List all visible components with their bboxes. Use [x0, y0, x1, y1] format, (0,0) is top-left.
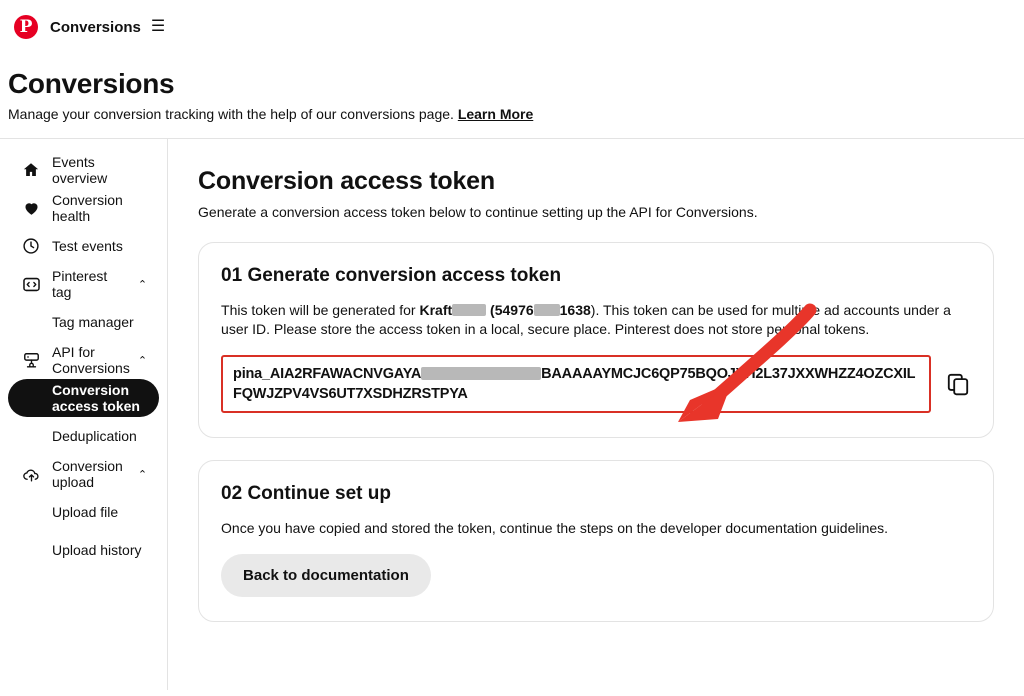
sidebar-subitem-label: Deduplication: [52, 428, 137, 444]
generate-token-card: [198, 242, 994, 438]
continue-setup-description: Once you have copied and stored the token, continue the steps on the developer documentation guidelines.: [221, 520, 889, 536]
desc-part-2: (54976: [486, 302, 534, 318]
pinterest-logo-icon: P: [14, 15, 38, 39]
continue-setup-card: [198, 460, 994, 622]
chevron-up-icon[interactable]: ⌃: [137, 278, 148, 291]
top-bar: [0, 0, 1024, 54]
upload-cloud-icon: [20, 464, 42, 484]
sidebar-item-deduplication[interactable]: [8, 417, 159, 455]
sidebar-item-conversion-access-token[interactable]: [8, 379, 159, 417]
token-suffix: BAAAAAYMCJC6QP75BQOJYH2L37JXXWHZZ4OZCXILFQWJZPV4VS6UT7XSDHZRSTPYA: [233, 366, 916, 402]
sidebar-subitem-label: Upload file: [52, 504, 119, 520]
account-id-tail: 1638: [559, 302, 591, 318]
code-icon: [20, 274, 42, 294]
desc-part-3: ). This token can be used for multiple ad accounts under a user ID. Please store the access token in a local, secure place. Pinterest does not store personal tokens.: [221, 302, 951, 337]
page-title: Conversions: [8, 68, 175, 99]
page-header: [0, 54, 1024, 138]
main-content: [168, 139, 1024, 690]
continue-setup-heading: 02 Continue set up: [221, 483, 391, 504]
learn-more-link[interactable]: Learn More: [457, 106, 534, 122]
clock-icon: [20, 236, 42, 256]
sidebar-item-upload-file[interactable]: [8, 493, 159, 531]
main-title: Conversion access token: [198, 167, 495, 195]
sidebar: [0, 139, 168, 690]
sidebar-item-conversion-upload[interactable]: [8, 455, 159, 493]
desc-part-1: This token will be generated for: [221, 302, 420, 318]
redacted-token-middle: [421, 367, 541, 380]
topbar-title: Conversions: [50, 18, 141, 36]
server-icon: [20, 350, 42, 370]
home-icon: [20, 160, 42, 180]
sidebar-item-events-overview[interactable]: [8, 151, 159, 189]
sidebar-item-upload-history[interactable]: [8, 531, 159, 569]
copy-icon[interactable]: [945, 371, 971, 397]
sidebar-item-label: API for Conversions: [52, 344, 130, 376]
chevron-up-icon[interactable]: ⌃: [137, 354, 148, 367]
token-prefix: pina_AIA2RFAWACNVGAYA: [233, 366, 422, 382]
token-row: [221, 355, 971, 413]
page-layout: [0, 139, 1024, 690]
generate-token-description: [221, 301, 971, 339]
sidebar-item-label: Test events: [52, 238, 123, 254]
back-to-documentation-button[interactable]: Back to documentation: [221, 554, 431, 597]
sidebar-subitem-label: Upload history: [52, 542, 142, 558]
sidebar-item-label: Conversion upload: [52, 458, 123, 490]
main-lead: Generate a conversion access token below to continue setting up the API for Conversions.: [198, 204, 758, 220]
redacted-advertiser-name: [452, 304, 486, 316]
redacted-account-id: [534, 304, 560, 316]
generate-token-heading: 01 Generate conversion access token: [221, 265, 562, 286]
advertiser-name: Kraft: [419, 302, 453, 318]
sidebar-subitem-label: Tag manager: [52, 314, 134, 330]
sidebar-item-label: Events overview: [52, 154, 108, 186]
page-subtitle-text: Manage your conversion tracking with the help of our conversions page.: [8, 106, 454, 122]
page-subtitle: [8, 106, 1024, 122]
sidebar-item-test-events[interactable]: [8, 227, 159, 265]
sidebar-item-api-for-conversions[interactable]: [8, 341, 159, 379]
sidebar-subitem-label: Conversion access token: [52, 382, 140, 414]
hamburger-menu-icon[interactable]: ☰: [150, 18, 166, 35]
sidebar-item-conversion-health[interactable]: [8, 189, 159, 227]
sidebar-item-tag-manager[interactable]: [8, 303, 159, 341]
sidebar-item-label: Pinterest tag: [52, 268, 108, 300]
heart-icon: [20, 198, 42, 218]
sidebar-item-pinterest-tag[interactable]: [8, 265, 159, 303]
access-token-value[interactable]: [221, 355, 931, 413]
chevron-up-icon[interactable]: ⌃: [137, 468, 148, 481]
sidebar-item-label: Conversion health: [52, 192, 123, 224]
